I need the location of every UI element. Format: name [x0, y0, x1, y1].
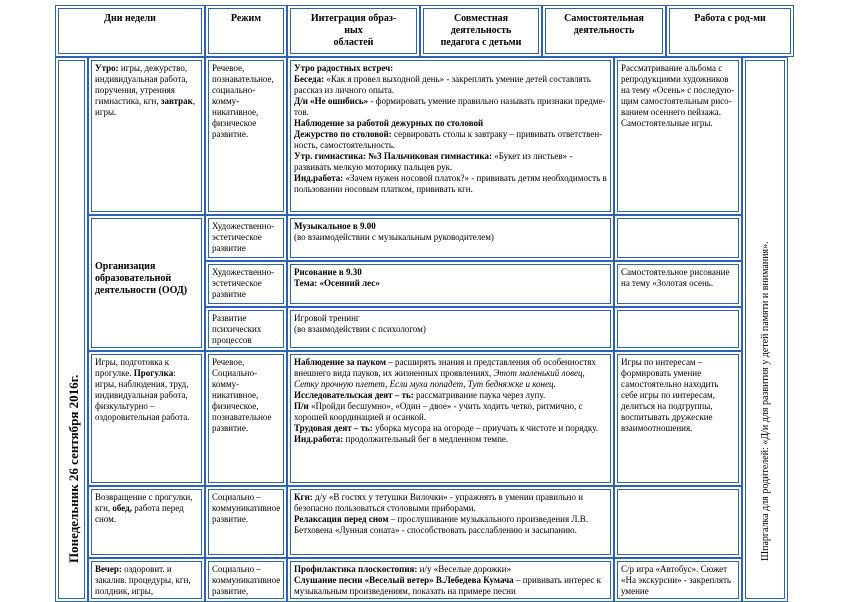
return-joint: Кгн: д/у «В гостях у тетушки Вилочки» - упражнять в умении правильно и безопасно пользоваться столовыми приборами. Релаксация перед сном – прослушивание музыкального произведения Л.В. Бетховена «Лунная соната» - способствовать расслаблению и засыпанию.	[287, 486, 614, 558]
walk-regime: Игры, подготовка к прогулке. Прогулка: игры, наблюдения, труд, индивидуальная работа, физкультурно – оздоровительная работа.	[88, 351, 205, 486]
return-regime: Возвращение с прогулки, кгн, обед, работа перед сном.	[88, 486, 205, 558]
morning-regime: Утро: игры, дежурство, индивидуальная работа, поручения, утренняя гимнастика, кгн, завтрак, игры.	[88, 57, 205, 215]
ood-label: Организация образовательной деятельности (ООД)	[88, 215, 205, 351]
morning-integration: Речевое, познавательное, социально-комму-никативное, физическое развитие.	[205, 57, 287, 215]
header-independent: Самостоятельная деятельность	[542, 5, 666, 57]
header-parents: Работа с род-ми	[666, 5, 794, 57]
header-integration: Интеграция образ- ных областей	[287, 5, 420, 57]
music-integration: Художественно-эстетическое развитие	[205, 215, 287, 261]
draw-integration: Художественно-эстетическое развитие	[205, 261, 287, 307]
walk-integration: Речевое, Социально-комму-никативное, физическое, познавательное развитие.	[205, 351, 287, 486]
walk-joint: Наблюдение за пауком – расширять знания и представления об особенностях внешнего вида пауков, их жизненных проявлениях, Этот маленький ловец, Сетку прочную плетет, Если муха попадет, Тут бедняжке и конец. Исследовательская деят – ть: рассматривание паука через лупу. П/и «Пройди бесшумно», «Один – двое» - учить ходить четко, ритмично, с хорошей координацией и осанкой. Трудовая деят – ть: уборка мусора на огороде – приучать к чистоте и порядку. Инд.работа: продолжительный бег в медленном темпе.	[287, 351, 614, 486]
draw-activity: Рисование в 9.30 Тема: «Осенний лес»	[287, 261, 614, 307]
day-label: Понедельник 26 сентября 2016г.	[66, 374, 81, 563]
psy-integration: Развитие психических процессов	[205, 307, 287, 351]
day-cell	[55, 57, 88, 602]
header-regime: Режим	[205, 5, 287, 57]
header-days: Дни недели	[55, 5, 205, 57]
return-independent	[614, 486, 742, 558]
evening-integration: Социально – коммуникативное развитие,	[205, 558, 287, 602]
parents-note: Шпаргалка для родителей: «Д/и для развития у детей памяти и внимания».	[760, 241, 771, 561]
parents-cell	[742, 57, 788, 602]
draw-independent: Самостоятельное рисование на тему «Золотая осень.	[614, 261, 742, 307]
music-activity: Музыкальное в 9.00 (во взаимодействии с музыкальным руководителем)	[287, 215, 614, 261]
evening-joint: Профилактика плоскостопия: и/у «Веселые дорожки» Слушание песни «Веселый ветер» В.Лебедева Кумача – прививать интерес к музыкальным произведениям, показать на примере песни	[287, 558, 614, 602]
music-independent	[614, 215, 742, 261]
morning-independent: Рассматривание альбома с репродукциями художников на тему «Осень» с последую-щим самостоятельным рисо-ванием осеннего пейзажа. Самостоятельные игры.	[614, 57, 742, 215]
morning-joint: Утро радостных встреч: Беседа: «Как я провел выходной день» - закреплять умение детей составлять рассказ из личного опыта. Д/и «Не ошибись» - формировать умение правильно называть признаки предме-тов. Наблюдение за работой дежурных по столовой Дежурство по столовой: сервировать столы к завтраку – прививать ответствен-ность, самостоятельность. Утр. гимнастика: №3 Пальчиковая гимнастика: «Букет из листьев» - развивать мелкую моторику пальцев рук. Инд.работа: «Зачем нужен носовой платок?» - прививать детям необходимость в пользовании носовым платком, прививать кгн.	[287, 57, 614, 215]
evening-independent: С/р игра «Автобус». Сюжет «На экскурсии» - закреплять умение	[614, 558, 742, 602]
header-joint: Совместная деятельность педагога с детьми	[420, 5, 542, 57]
evening-regime: Вечер: оздоровит. и закалив. процедуры, кгн, полдник, игры,	[88, 558, 205, 602]
return-integration: Социально – коммуникативное развитие.	[205, 486, 287, 558]
psy-activity: Игровой тренинг (во взаимодействии с психологом)	[287, 307, 614, 351]
walk-independent: Игры по интересам – формировать умение самостоятельно находить себе игры по интересам, делиться на подгруппы, воспитывать дружеские взаимоотношения.	[614, 351, 742, 486]
psy-independent	[614, 307, 742, 351]
